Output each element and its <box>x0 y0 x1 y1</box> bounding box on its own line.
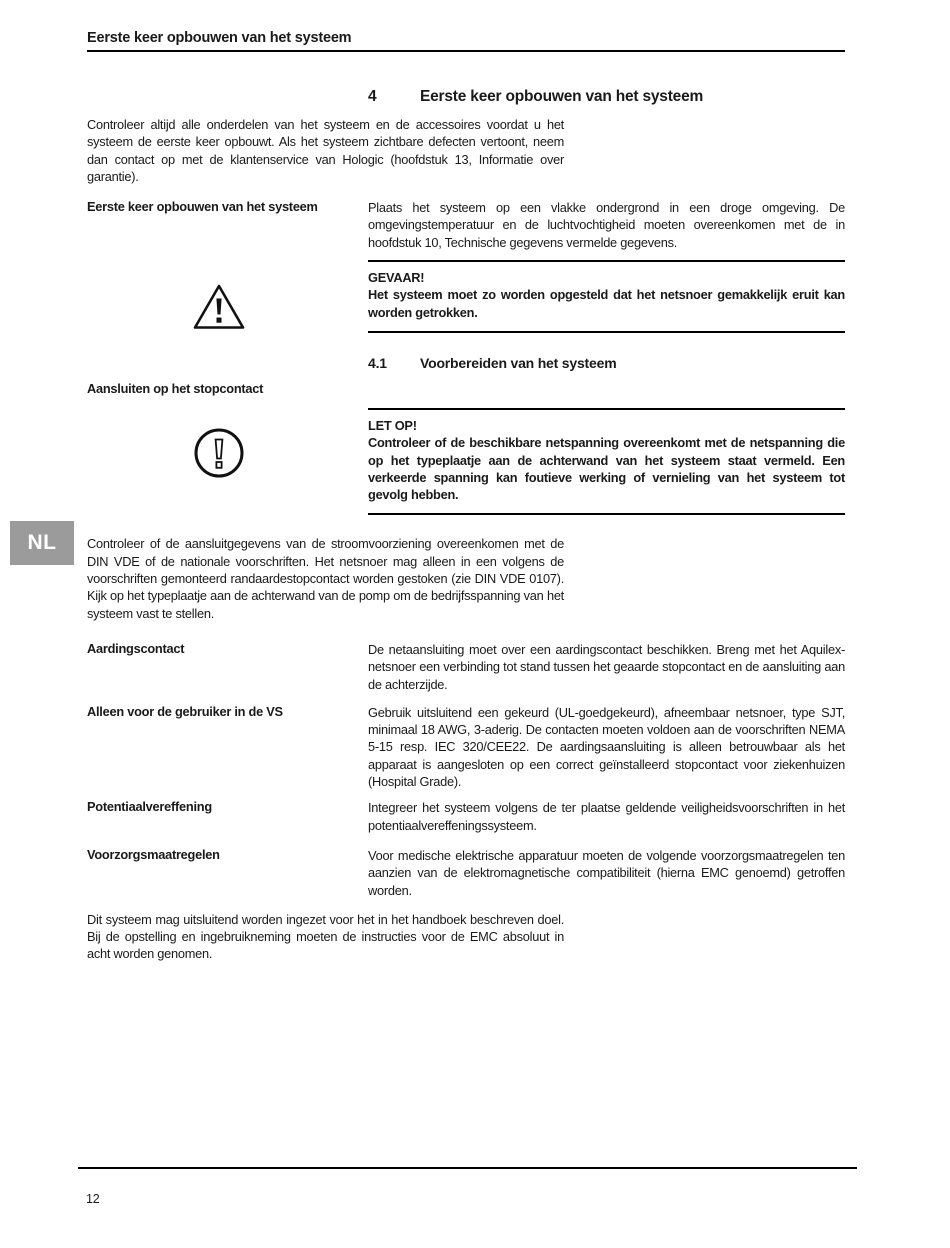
intro-paragraph: Controleer altijd alle onderdelen van het systeem en de accessoires voordat u het systeem de eerste keer opbouwt. Als het systeem zichtbare defecten vertoont, neem dan contact op met de klantenservice van Hologic (hoofdstuk 13, Informatie over garantie). <box>87 117 564 184</box>
us-user-row <box>87 704 845 790</box>
placement-paragraph: Plaats het systeem op een vlakke ondergrond in een droge omgeving. De omgevingstemperatuur en de luchtvochtigheid moeten overeenkomen met de in hoofdstuk 10, Technische gegevens vermelde gegevens. <box>368 200 845 250</box>
danger-title: GEVAAR! <box>368 270 425 286</box>
mains-paragraph: Controleer of de aansluitgegevens van de stroomvoorziening overeenkomen met de DIN VDE of de nationale voorschriften. Het netsnoer mag alleen in een volgens de voorschriften gemonteerd randaardestopcontact worden gestoken (zie DIN VDE 0107). Kijk op het typeplaatje aan de achterwand van de pomp om de bedrijfsspanning van het systeem vast te stellen. <box>87 536 564 621</box>
danger-text: Het systeem moet zo worden opgesteld dat het netsnoer gemakkelijk eruit kan worden getrokken. <box>368 287 845 320</box>
caution-row <box>87 381 845 515</box>
margin-label-grounding: Aardingscontact <box>87 640 185 656</box>
footer-rule <box>78 1167 857 1169</box>
equipotential-paragraph: Integreer het systeem volgens de ter plaatse geldende veiligheidsvoorschriften in het potentiaalvereffeningssysteem. <box>368 800 845 833</box>
precautions-paragraph: Voor medische elektrische apparatuur moeten de volgende voorzorgsmaatregelen ten aanzien van de elektromagnetische compatibiliteit (hierna EMC genoemd) getroffen worden. <box>368 847 845 898</box>
warning-triangle-icon <box>192 282 246 337</box>
language-tab: NL <box>10 521 74 565</box>
precautions-row <box>87 847 845 899</box>
grounding-row <box>87 641 845 693</box>
us-user-paragraph: Gebruik uitsluitend een gekeurd (UL-goedgekeurd), afneembaar netsnoer, type SJT, minimaal 18 AWG, 3-aderig. De contacten moeten voldoen aan de voorschriften NEMA 5-15 resp. IEC 320/CEE22. De aardingsaansluiting is alleen betrouwbaar als het apparaat is aangesloten op een correct geïnstalleerd stopcontact voor ziekenhuizen (Hospital Grade). <box>368 704 845 790</box>
margin-label-connect: Aansluiten op het stopcontact <box>87 380 264 396</box>
margin-label-us-user: Alleen voor de gebruiker in de VS <box>87 703 283 719</box>
running-header <box>87 0 845 52</box>
emc-paragraph: Dit systeem mag uitsluitend worden ingezet voor het in het handboek beschreven doel. Bij de opstelling en ingebruikneming moeten de instructies voor de EMC absoluut in acht worden genomen. <box>87 911 564 962</box>
caution-text: Controleer of de beschikbare netspanning overeenkomt met de netspanning die op het typeplaatje aan de achterwand van het systeem staat vermeld. Een verkeerde spanning kan foutieve werking of vernieling van het systeem tot gevolg hebben. <box>368 435 845 503</box>
section-heading-4 <box>368 88 845 106</box>
attention-circle-icon <box>193 427 245 484</box>
danger-row <box>87 260 845 333</box>
subsection-title: Voorbereiden van het systeem <box>420 354 617 371</box>
subsection-number: 4.1 <box>368 354 387 371</box>
caution-box <box>368 408 845 515</box>
section-title: Eerste keer opbouwen van het systeem <box>420 88 704 105</box>
page-number: 12 <box>86 1192 100 1206</box>
margin-label-precautions: Voorzorgsmaatregelen <box>87 846 220 862</box>
running-header-title: Eerste keer opbouwen van het systeem <box>87 30 352 46</box>
danger-box <box>368 260 845 333</box>
margin-label-placement: Eerste keer opbouwen van het systeem <box>87 199 318 215</box>
caution-title: LET OP! <box>368 417 417 433</box>
margin-label-equipotential: Potentiaalvereffening <box>87 799 212 815</box>
grounding-paragraph: De netaansluiting moet over een aardingscontact beschikken. Breng met het Aquilex-netsnoer een verbinding tot stand tussen het geaarde stopcontact en de aansluiting aan de achterzijde. <box>368 641 845 692</box>
placement-row <box>87 199 845 251</box>
equipotential-row <box>87 799 845 834</box>
section-heading-4-1 <box>368 355 845 372</box>
section-number: 4 <box>368 88 377 105</box>
